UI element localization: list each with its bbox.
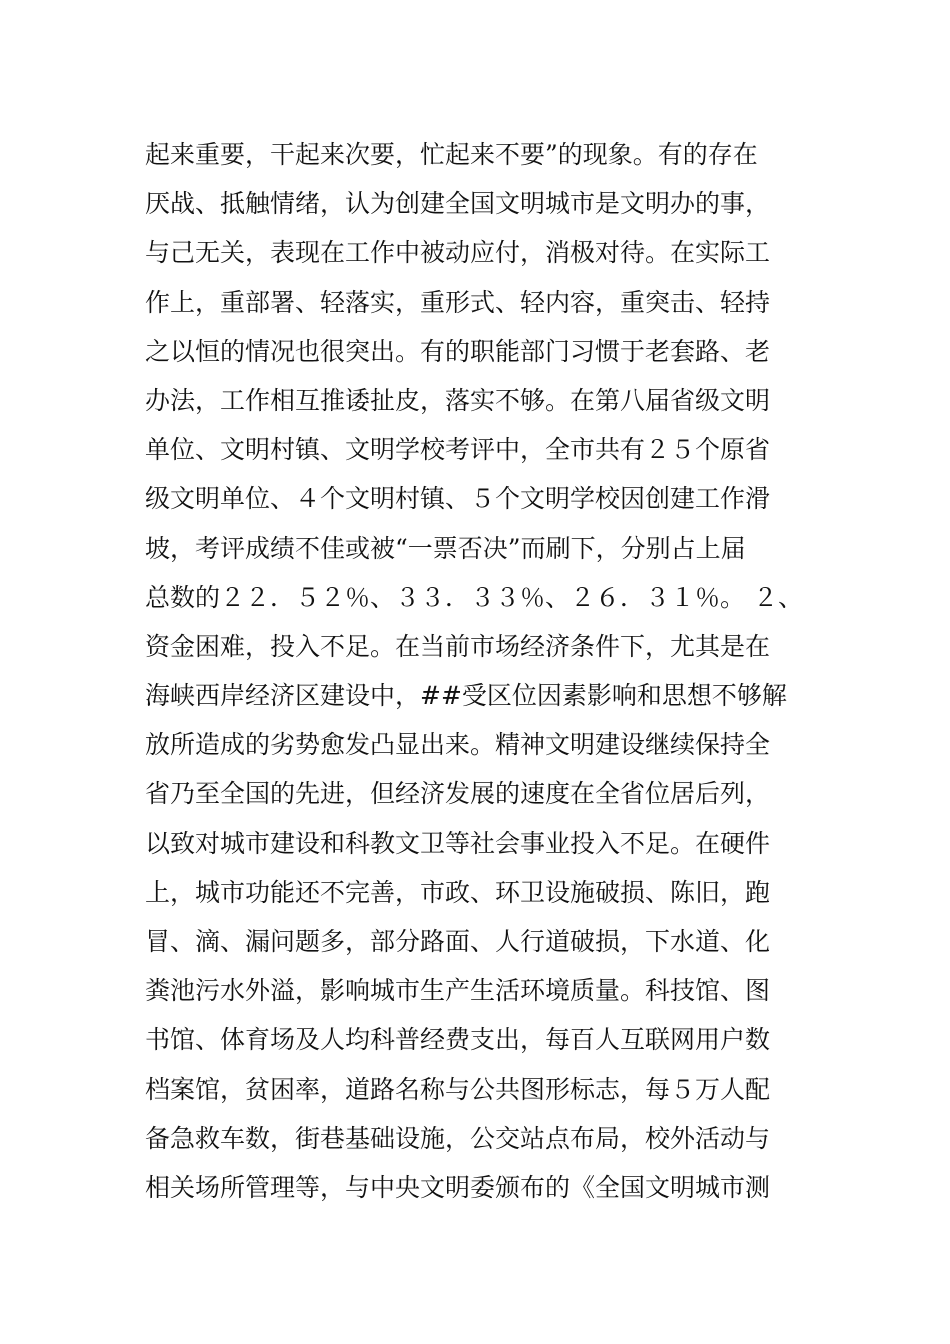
text-line: 厌战、抵触情绪，认为创建全国文明城市是文明办的事，	[145, 189, 771, 219]
text-line: 之以恒的情况也很突出。有的职能部门习惯于老套路、老	[145, 336, 771, 366]
text-line: 海峡西岸经济区建设中，##受区位因素影响和思想不够解	[145, 681, 787, 711]
text-line: 级文明单位、４个文明村镇、５个文明学校因创建工作滑	[145, 484, 771, 514]
text-line: 备急救车数，街巷基础设施，公交站点布局，校外活动与	[145, 1123, 771, 1153]
text-line: 与己无关，表现在工作中被动应付，消极对待。在实际工	[145, 238, 771, 268]
text-line: 冒、滴、漏问题多，部分路面、人行道破损，下水道、化	[145, 927, 771, 956]
text-line: 书馆、体育场及人均科普经费支出，每百人互联网用户数	[145, 1025, 771, 1055]
text-line: 坡，考评成绩不佳或被“一票否决”而刷下，分别占上届	[145, 533, 746, 563]
text-line: 省乃至全国的先进，但经济发展的速度在全省位居后列，	[145, 779, 771, 809]
body-text	[145, 130, 825, 1212]
text-line: 单位、文明村镇、文明学校考评中，全市共有２５个原省	[145, 435, 771, 465]
text-line: 放所造成的劣势愈发凸显出来。精神文明建设继续保持全	[145, 730, 771, 760]
text-line: 办法，工作相互推诿扯皮，落实不够。在第八届省级文明	[145, 385, 771, 415]
text-line: 上，城市功能还不完善，市政、环卫设施破损、陈旧，跑	[145, 877, 771, 907]
text-line: 资金困难，投入不足。在当前市场经济条件下，尤其是在	[145, 631, 771, 661]
text-line: 起来重要，干起来次要，忙起来不要”的现象。有的存在	[145, 140, 758, 169]
text-line: 总数的２２．５２％、３３．３３％、２６．３１％。 ２、	[145, 582, 803, 612]
text-line: 档案馆，贫困率，道路名称与公共图形标志，每５万人配	[145, 1074, 771, 1104]
text-line: 相关场所管理等，与中央文明委颁布的《全国文明城市测	[145, 1172, 771, 1202]
text-line: 以致对城市建设和科教文卫等社会事业投入不足。在硬件	[145, 828, 771, 858]
text-line: 粪池污水外溢，影响城市生产生活环境质量。科技馆、图	[145, 976, 771, 1006]
text-line: 作上，重部署、轻落实，重形式、轻内容，重突击、轻持	[145, 287, 771, 317]
